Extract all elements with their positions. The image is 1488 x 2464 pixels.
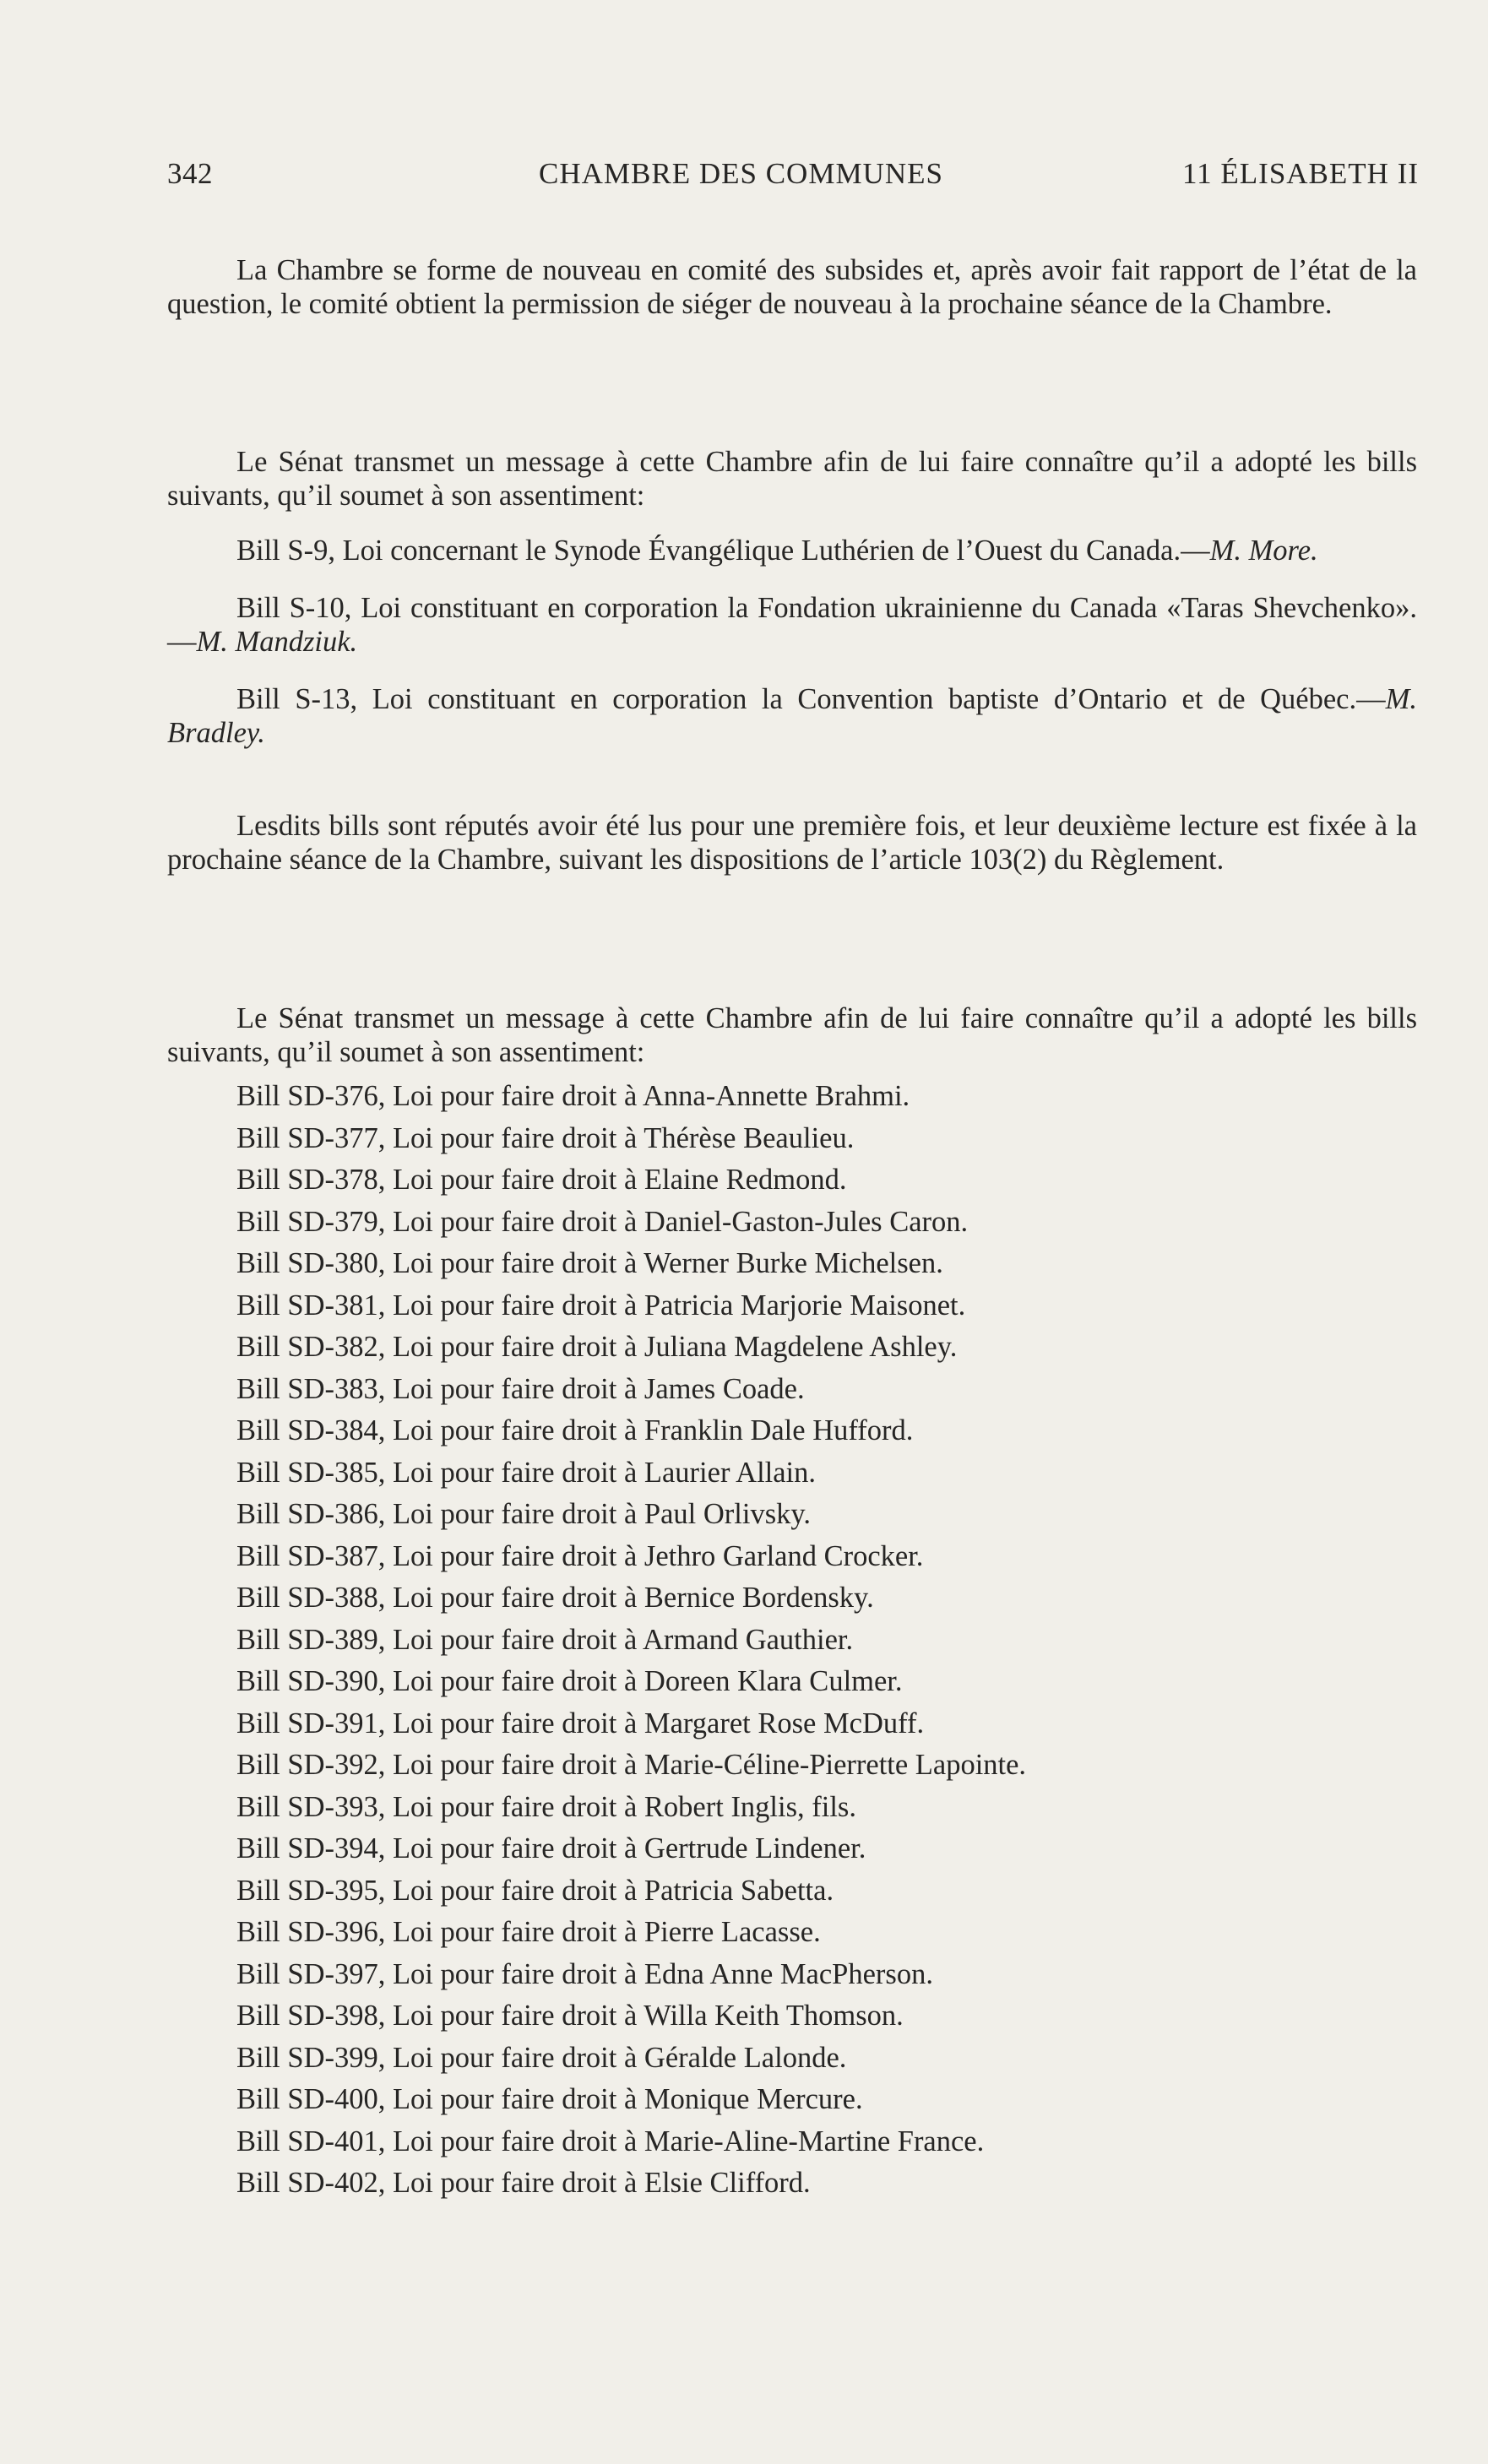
- list-item: Bill SD-389, Loi pour faire droit à Armand Gauthier.: [236, 1623, 854, 1656]
- list-item: Bill SD-380, Loi pour faire droit à Werner Burke Michelsen.: [236, 1247, 943, 1279]
- list-item: Bill SD-379, Loi pour faire droit à Daniel-Gaston-Jules Caron.: [236, 1205, 969, 1238]
- paragraph-text: Le Sénat transmet un message à cette Chambre afin de lui faire connaître qu’il a adopté les bills suivants, qu’il soumet à son assentiment:: [167, 446, 1417, 512]
- list-item: Bill SD-399, Loi pour faire droit à Géralde Lalonde.: [236, 2041, 847, 2074]
- paragraph-text: Le Sénat transmet un message à cette Chambre afin de lui faire connaître qu’il a adopté les bills suivants, qu’il soumet à son assentiment:: [167, 1002, 1417, 1068]
- list-item: Bill SD-384, Loi pour faire droit à Franklin Dale Hufford.: [236, 1414, 914, 1446]
- list-item: Bill SD-394, Loi pour faire droit à Gertrude Lindener.: [236, 1832, 866, 1864]
- bill-title: Bill S-10, Loi constituant en corporation la Fondation ukrainienne du Canada «Taras Shevchenko».—: [167, 592, 1417, 658]
- bill-sponsor: M. Mandziuk.: [196, 626, 358, 658]
- journal-title: CHAMBRE DES COMMUNES: [539, 157, 943, 190]
- bill-title: Bill S-13, Loi constituant en corporation la Convention baptiste d’Ontario et de Québec.—: [236, 683, 1386, 715]
- list-item: Bill SD-381, Loi pour faire droit à Patricia Marjorie Maisonet.: [236, 1289, 966, 1322]
- public-bill-item: [167, 534, 1417, 567]
- running-header: [167, 157, 1419, 201]
- regnal-year: 11 ÉLISABETH II: [1181, 157, 1419, 190]
- committee-report-paragraph: [167, 253, 1417, 321]
- paragraph-text: La Chambre se forme de nouveau en comité des subsides et, après avoir fait rapport de l’état de la question, le comité obtient la permission de siéger de nouveau à la prochaine séance de la Chambre.: [167, 254, 1417, 320]
- bill-title: Bill S-9, Loi concernant le Synode Évangélique Luthérien de l’Ouest du Canada.—: [236, 535, 1210, 567]
- list-item: Bill SD-385, Loi pour faire droit à Laurier Allain.: [236, 1456, 817, 1489]
- list-item: Bill SD-401, Loi pour faire droit à Marie-Aline-Martine France.: [236, 2125, 985, 2157]
- list-item: Bill SD-382, Loi pour faire droit à Juliana Magdelene Ashley.: [236, 1331, 958, 1363]
- list-item: Bill SD-387, Loi pour faire droit à Jethro Garland Crocker.: [236, 1539, 924, 1572]
- list-item: Bill SD-393, Loi pour faire droit à Robert Inglis, fils.: [236, 1790, 856, 1823]
- list-item: Bill SD-390, Loi pour faire droit à Doreen Klara Culmer.: [236, 1665, 903, 1697]
- page-number: 342: [167, 157, 213, 190]
- bill-sponsor: M. More.: [1209, 535, 1318, 567]
- list-item: Bill SD-378, Loi pour faire droit à Elaine Redmond.: [236, 1164, 847, 1196]
- list-item: Bill SD-396, Loi pour faire droit à Pierre Lacasse.: [236, 1916, 821, 1948]
- list-item: Bill SD-392, Loi pour faire droit à Marie-Céline-Pierrette Lapointe.: [236, 1749, 1027, 1781]
- list-item: Bill SD-402, Loi pour faire droit à Elsie Clifford.: [236, 2167, 811, 2199]
- list-item: Bill SD-377, Loi pour faire droit à Thérèse Beaulieu.: [236, 1121, 855, 1154]
- list-item: Bill SD-397, Loi pour faire droit à Edna Anne MacPherson.: [236, 1957, 933, 1990]
- list-item: Bill SD-391, Loi pour faire droit à Margaret Rose McDuff.: [236, 1707, 925, 1739]
- public-bill-item: [167, 682, 1417, 750]
- list-item: Bill SD-395, Loi pour faire droit à Patricia Sabetta.: [236, 1874, 834, 1907]
- bill-sponsor: M. Bradley.: [167, 683, 1417, 749]
- public-bill-item: [167, 591, 1417, 659]
- senate-message-paragraph-2: [167, 1001, 1417, 1069]
- list-item: Bill SD-386, Loi pour faire droit à Paul Orlivsky.: [236, 1498, 812, 1530]
- public-bills-list: [167, 534, 1417, 750]
- divorce-bills-list: [236, 1076, 1402, 2205]
- readings-note-paragraph: [167, 809, 1417, 877]
- list-item: Bill SD-400, Loi pour faire droit à Monique Mercure.: [236, 2083, 863, 2115]
- list-item: Bill SD-398, Loi pour faire droit à Willa Keith Thomson.: [236, 2000, 904, 2032]
- list-item: Bill SD-383, Loi pour faire droit à James Coade.: [236, 1372, 805, 1405]
- list-item: Bill SD-376, Loi pour faire droit à Anna-Annette Brahmi.: [236, 1080, 910, 1112]
- senate-message-paragraph-1: [167, 445, 1417, 513]
- paragraph-text: Lesdits bills sont réputés avoir été lus pour une première fois, et leur deuxième lecture est fixée à la prochaine séance de la Chambre, suivant les dispositions de l’article 103(2) du Règlement.: [167, 810, 1417, 876]
- list-item: Bill SD-388, Loi pour faire droit à Bernice Bordensky.: [236, 1582, 874, 1614]
